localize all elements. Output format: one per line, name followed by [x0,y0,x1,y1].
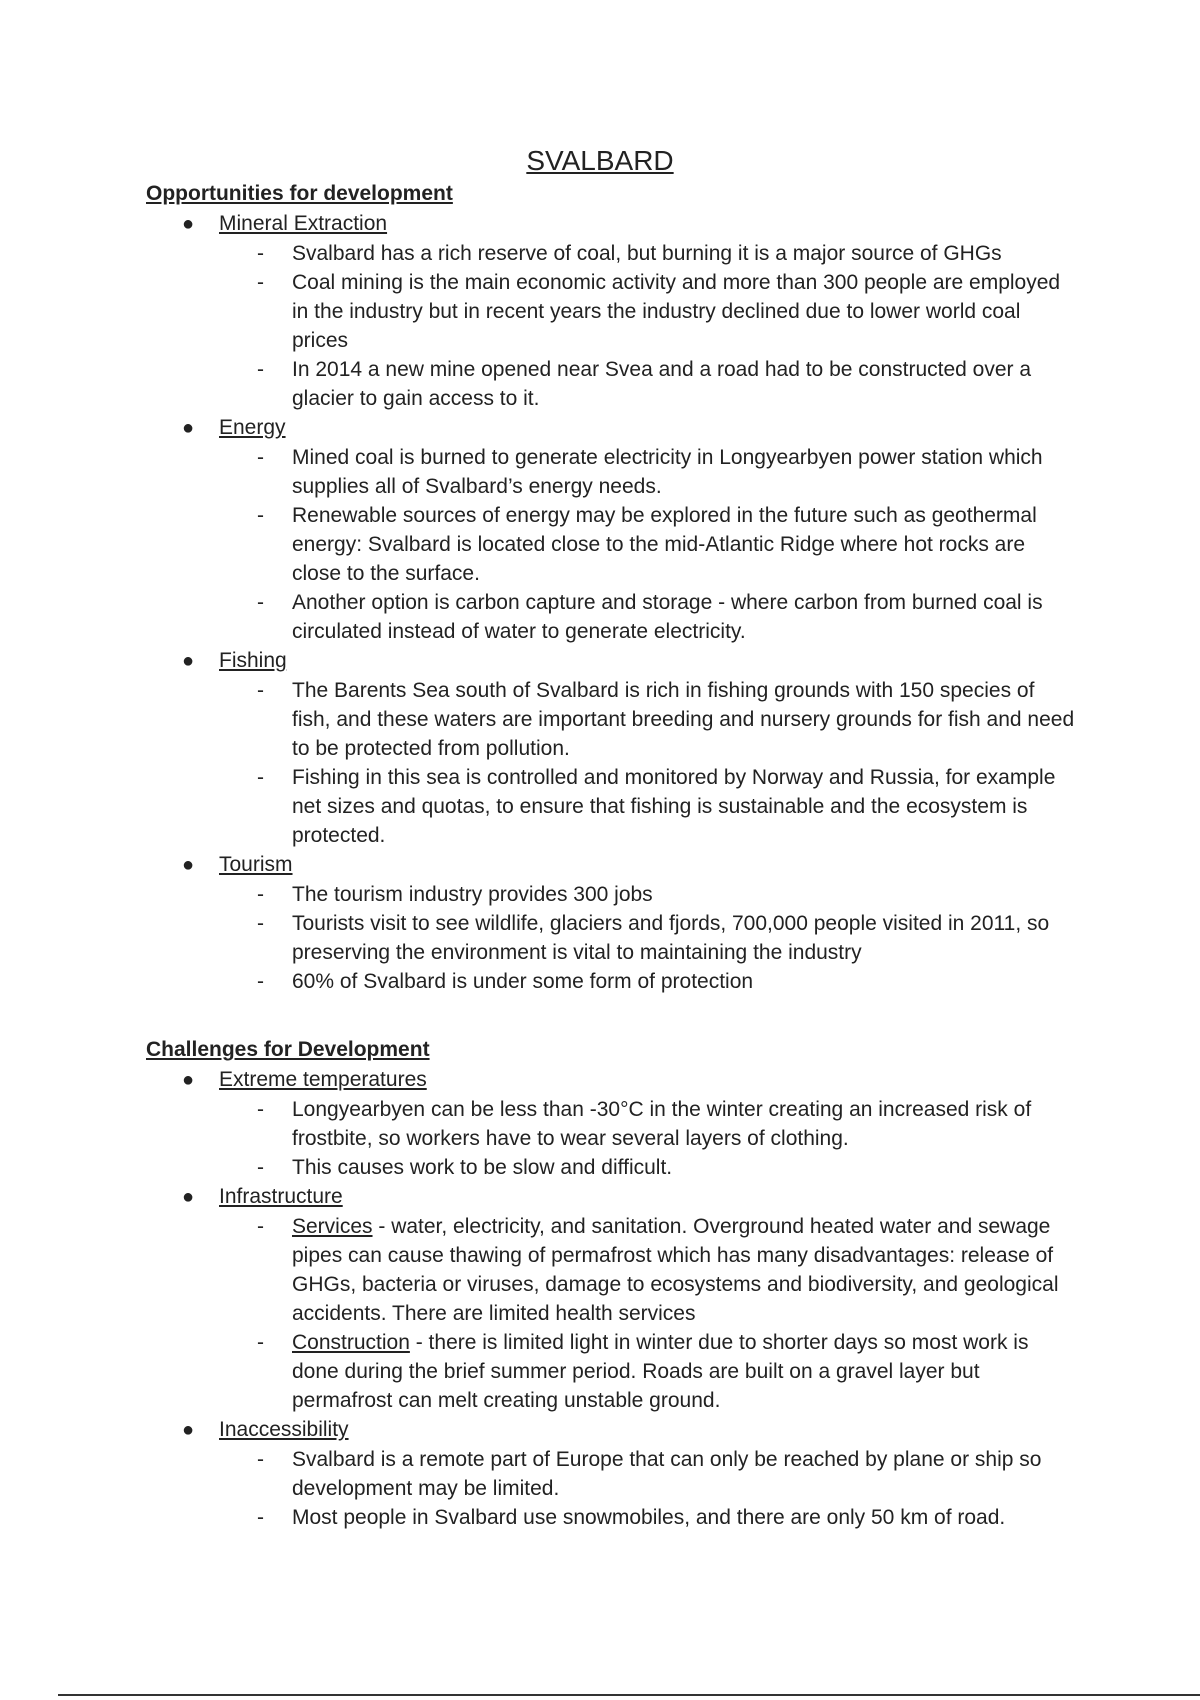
topic-label: Tourism [219,853,293,876]
bullet-icon: ● [182,854,195,876]
list-item [219,676,1076,763]
point-list [219,239,1076,413]
list-item [219,355,1076,413]
topic-label: Fishing [219,649,287,672]
dash-icon: - [257,1098,264,1121]
point-list [219,1212,1076,1415]
list-item [219,909,1076,967]
bullet-icon: ● [182,1069,195,1091]
list-item [219,763,1076,850]
dash-icon: - [257,679,264,702]
topic [146,1182,1076,1415]
dash-icon: - [257,358,264,381]
dash-icon: - [257,766,264,789]
bullet-icon: ● [182,650,195,672]
point-lead: Construction [292,1331,410,1354]
point-text: The tourism industry provides 300 jobs [292,883,653,906]
list-item [219,501,1076,588]
topic-label: Mineral Extraction [219,212,388,235]
dash-icon: - [257,912,264,935]
list-item [219,268,1076,355]
point-text: Longyearbyen can be less than -30°C in the winter creating an increased risk of frostbite, so workers have to wear several layers of clothing. [292,1098,1032,1150]
section-heading: Opportunities for development [146,182,453,205]
topic-list [146,1065,1076,1532]
point-text: Svalbard has a rich reserve of coal, but burning it is a major source of GHGs [292,242,1002,265]
dash-icon: - [257,271,264,294]
list-item [219,443,1076,501]
point-text: Coal mining is the main economic activity and more than 300 people are employed in the industry but in recent years the industry declined due to lower world coal prices [292,271,1061,352]
topic [146,413,1076,646]
topic-list [146,209,1076,996]
list-item [219,588,1076,646]
point-list [219,1095,1076,1182]
point-text: Mined coal is burned to generate electricity in Longyearbyen power station which supplies all of Svalbard’s energy needs. [292,446,1043,498]
dash-icon: - [257,446,264,469]
point-lead: Services [292,1215,373,1238]
topic [146,1415,1076,1532]
point-text: The Barents Sea south of Svalbard is rich in fishing grounds with 150 species of fish, and these waters are important breeding and nursery grounds for fish and need to be protected from pollution. [292,679,1075,760]
point-text: - water, electricity, and sanitation. Overground heated water and sewage pipes can cause thawing of permafrost which has many disadvantages: release of GHGs, bacteria or viruses, damage to ecosystems and biodiversity, and geological accidents. There are limited health services [292,1215,1059,1325]
topic [146,209,1076,413]
page-title: SVALBARD [526,145,674,176]
dash-icon: - [257,1331,264,1354]
point-text: Most people in Svalbard use snowmobiles, and there are only 50 km of road. [292,1506,1006,1529]
list-item [219,1153,1076,1182]
dash-icon: - [257,883,264,906]
dash-icon: - [257,591,264,614]
list-item [219,239,1076,268]
dash-icon: - [257,242,264,265]
topic [146,646,1076,850]
dash-icon: - [257,970,264,993]
list-item [219,880,1076,909]
point-list [219,880,1076,996]
list-item [219,967,1076,996]
dash-icon: - [257,1156,264,1179]
point-text: Another option is carbon capture and storage - where carbon from burned coal is circulated instead of water to generate electricity. [292,591,1043,643]
opportunities-section [146,179,1076,996]
point-text: Tourists visit to see wildlife, glaciers and fjords, 700,000 people visited in 2011, so preserving the environment is vital to maintaining the industry [292,912,1050,964]
point-list [219,676,1076,850]
challenges-section [146,1035,1076,1532]
point-text: This causes work to be slow and difficult. [292,1156,673,1179]
list-item [219,1328,1076,1415]
bullet-icon: ● [182,213,195,235]
bullet-icon: ● [182,1186,195,1208]
point-list [219,1445,1076,1532]
point-list [219,443,1076,646]
list-item [219,1503,1076,1532]
point-text: - there is limited light in winter due to shorter days so most work is done during the brief summer period. Roads are built on a gravel layer but permafrost can melt creating unstable ground. [292,1331,1029,1412]
point-text: Fishing in this sea is controlled and monitored by Norway and Russia, for example net sizes and quotas, to ensure that fishing is sustainable and the ecosystem is protected. [292,766,1056,847]
footer-divider [58,1694,1200,1696]
dash-icon: - [257,1506,264,1529]
bullet-icon: ● [182,417,195,439]
point-text: In 2014 a new mine opened near Svea and a road had to be constructed over a glacier to gain access to it. [292,358,1032,410]
topic [146,850,1076,996]
list-item [219,1095,1076,1153]
point-text: 60% of Svalbard is under some form of protection [292,970,754,993]
point-text: Svalbard is a remote part of Europe that can only be reached by plane or ship so development may be limited. [292,1448,1042,1500]
topic-label: Extreme temperatures [219,1068,427,1091]
dash-icon: - [257,1448,264,1471]
point-text: Renewable sources of energy may be explored in the future such as geothermal energy: Svalbard is located close to the mid-Atlantic Ridge where hot rocks are close to the surface. [292,504,1037,585]
topic [146,1065,1076,1182]
list-item [219,1212,1076,1328]
dash-icon: - [257,504,264,527]
bullet-icon: ● [182,1419,195,1441]
topic-label: Energy [219,416,286,439]
dash-icon: - [257,1215,264,1238]
topic-label: Infrastructure [219,1185,343,1208]
section-heading: Challenges for Development [146,1038,430,1061]
topic-label: Inaccessibility [219,1418,349,1441]
list-item [219,1445,1076,1503]
